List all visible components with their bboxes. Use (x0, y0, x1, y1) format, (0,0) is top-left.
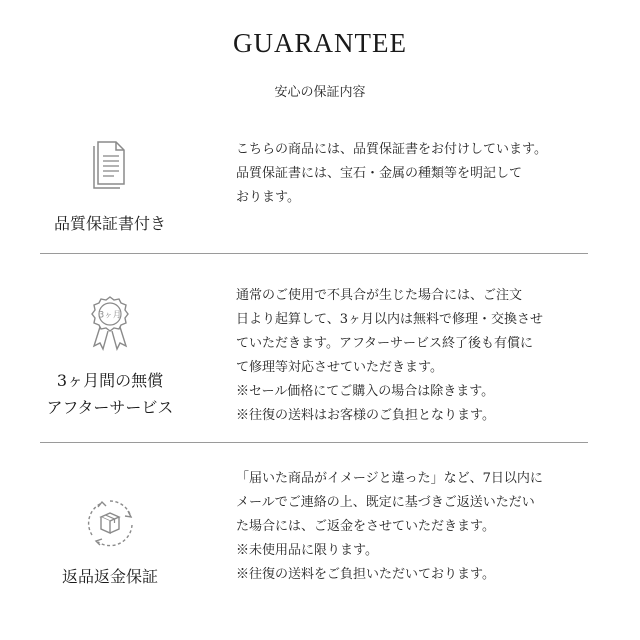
label-line: アフターサービス (46, 398, 174, 417)
description-line: ていただきます。アフターサービス終了後も有償に (236, 336, 534, 351)
description-line: こちらの商品には、品質保証書をお付けしています。 (236, 142, 547, 157)
label-line: 3ヶ月間の無償 (56, 371, 164, 390)
description-line: ※往復の送料をご負担いただいております。 (236, 567, 495, 582)
description-line: 通常のご使用で不具合が生じた場合には、ご注文 (236, 288, 523, 303)
page-title: GUARANTEE (233, 28, 407, 58)
section-label (20, 367, 200, 421)
description-line: ※未使用品に限ります。 (236, 543, 378, 558)
description-line: メールでご連絡の上、既定に基づきご返送いただい (236, 495, 535, 510)
description-line: ※セール価格にてご購入の場合は除きます。 (236, 384, 495, 399)
section-description (236, 284, 586, 428)
section-return-refund (0, 443, 640, 640)
award-badge-icon (80, 294, 140, 356)
label-line: 品質保証書付き (53, 214, 166, 233)
badge-text: 3ヶ月 (98, 310, 122, 321)
description-line: て修理等対応させていただきます。 (236, 360, 443, 375)
section-label (20, 210, 200, 237)
label-line: 返品返金保証 (61, 567, 158, 586)
section-label (20, 563, 200, 590)
return-box-icon (80, 497, 140, 549)
section-quality-certificate (0, 120, 640, 253)
description-line: おります。 (236, 190, 300, 205)
page-subtitle: 安心の保証内容 (274, 85, 366, 100)
description-line: ※往復の送料はお客様のご負担となります。 (236, 408, 495, 423)
section-description (236, 467, 586, 587)
description-line: 品質保証書には、宝石・金属の種類等を明記して (236, 166, 523, 181)
section-description (236, 138, 586, 210)
description-line: 「届いた商品がイメージと違った」など、7日以内に (236, 471, 543, 486)
description-line: た場合には、ご返金をさせていただきます。 (236, 519, 495, 534)
description-line: 日より起算して、3ヶ月以内は無料で修理・交換させ (236, 312, 544, 327)
section-after-service (0, 254, 640, 442)
document-icon (80, 138, 140, 192)
